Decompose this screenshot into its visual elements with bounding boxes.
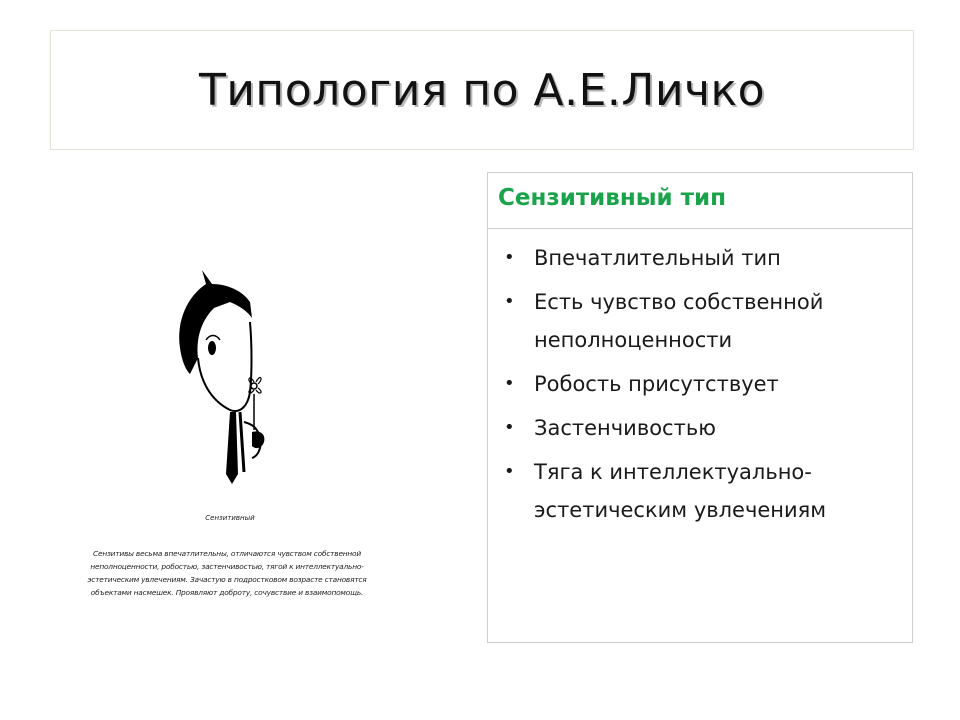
slide-title: Типология по А.Е.Личко xyxy=(198,64,766,116)
list-item-text: Есть чувство собственной неполноценности xyxy=(534,290,824,352)
bullet-list xyxy=(488,229,912,529)
list-item xyxy=(488,453,904,529)
list-item-text: Тяга к интеллектуально-эстетическим увлечениям xyxy=(534,460,827,522)
illustration-description: Сензитивы весьма впечатлительны, отличаются чувством собственной неполноценности, робостью, застенчивостью, тягой к интеллектуально-эстетическим увлечениям. Зачастую в подростковом возрасте становятся объектами насмешек. Проявляют доброту, сочувствие и взаимопомощь. xyxy=(87,549,367,597)
list-item xyxy=(488,239,904,277)
bullet-icon: • xyxy=(504,417,515,438)
list-item xyxy=(488,365,904,403)
panel-title: Сензитивный тип xyxy=(498,185,727,211)
list-item-text: Впечатлительный тип xyxy=(534,246,781,270)
bullet-icon: • xyxy=(504,247,515,268)
list-item xyxy=(488,409,904,447)
type-panel xyxy=(487,172,913,643)
list-item-text: Робость присутствует xyxy=(534,372,779,396)
bullet-icon: • xyxy=(504,373,515,394)
list-item xyxy=(488,283,904,359)
panel-header xyxy=(488,173,912,229)
bullet-icon: • xyxy=(504,291,515,312)
title-box xyxy=(50,30,914,150)
bullet-icon: • xyxy=(504,461,515,482)
list-item-text: Застенчивостью xyxy=(534,416,716,440)
illustration-caption: Сензитивный xyxy=(205,514,255,522)
